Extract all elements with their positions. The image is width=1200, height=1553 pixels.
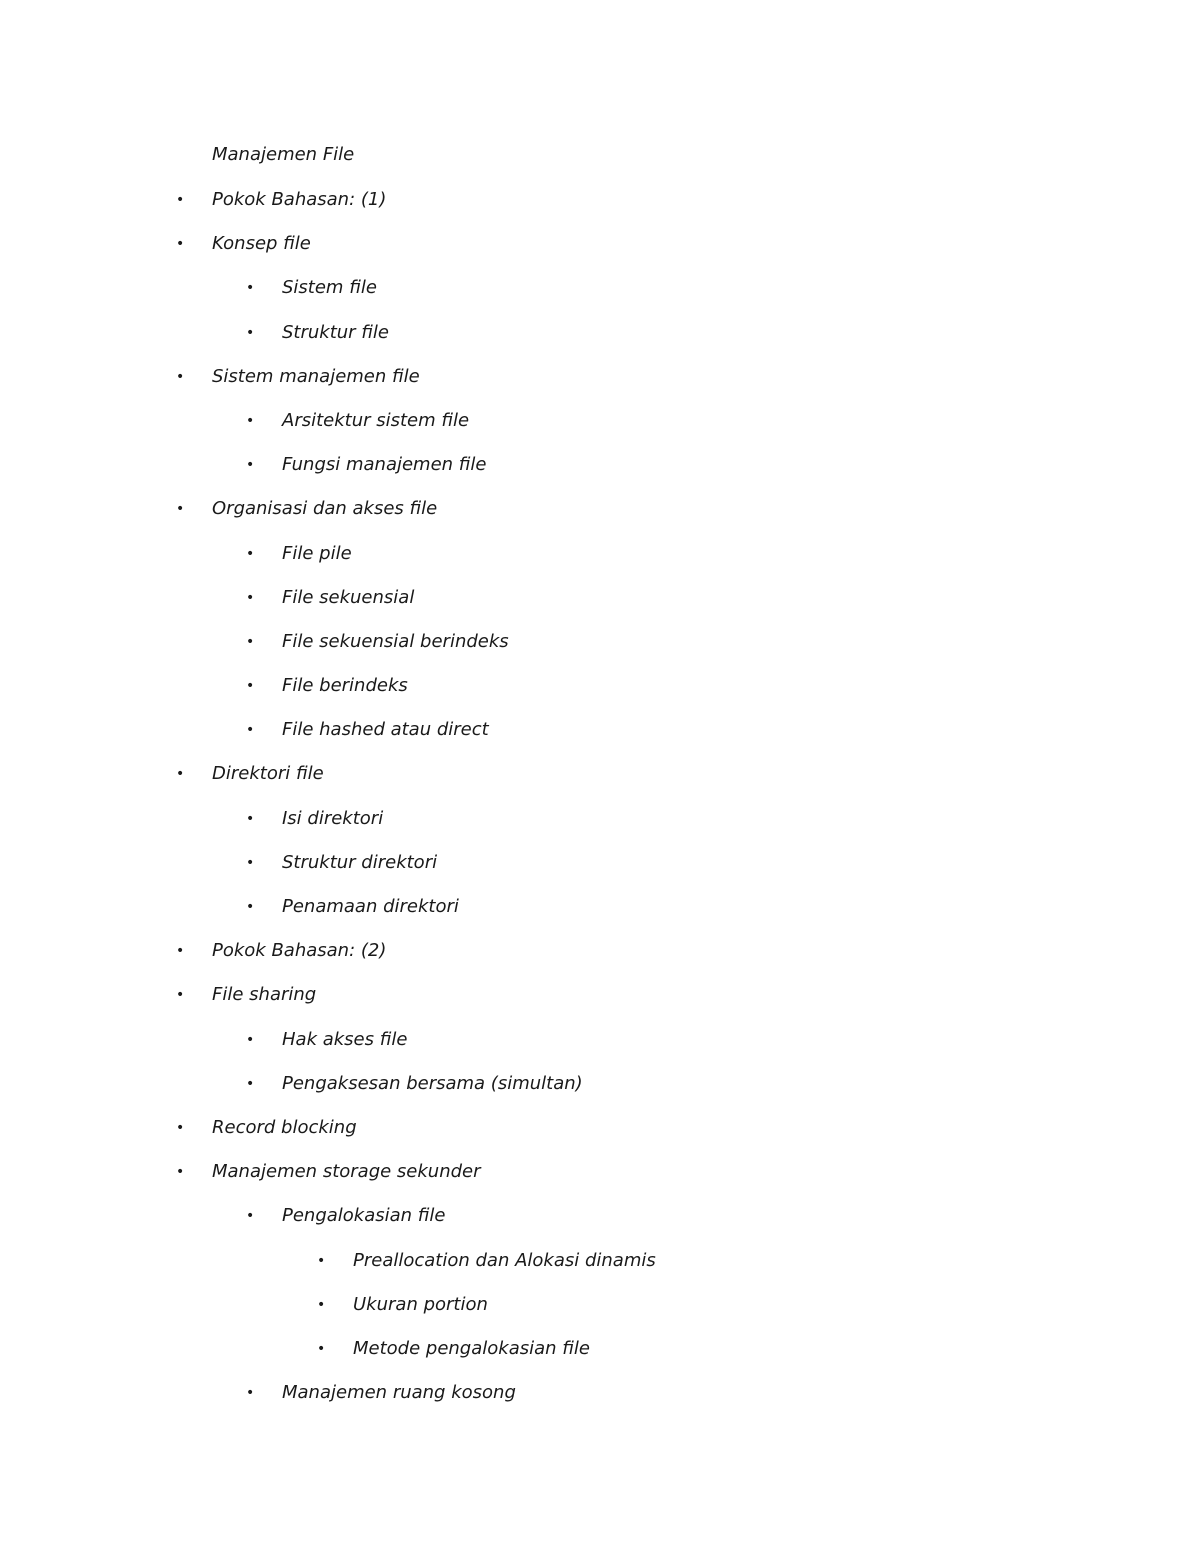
list-item — [0, 1337, 1200, 1381]
bullet-icon: • — [246, 810, 255, 827]
list-item-text: Pokok Bahasan: (1) — [212, 189, 387, 210]
list-item — [0, 321, 1200, 365]
bullet-icon: • — [246, 854, 255, 871]
list-item-text: Organisasi dan akses file — [212, 498, 438, 520]
list-item-text: Metode pengalokasian file — [353, 1337, 590, 1359]
list-item — [0, 276, 1200, 320]
bullet-icon: • — [176, 368, 185, 385]
bullet-icon: • — [246, 1385, 255, 1402]
list-item-text: Penamaan direktori — [282, 896, 459, 917]
list-item — [0, 1249, 1200, 1293]
list-item — [0, 586, 1200, 630]
list-item-text: Sistem manajemen file — [212, 365, 420, 387]
list-item-text: Arsitektur sistem file — [282, 409, 470, 431]
bullet-icon: • — [246, 899, 255, 915]
bullet-icon: • — [246, 457, 255, 474]
list-item — [0, 674, 1200, 718]
list-item-text: File berindeks — [282, 675, 408, 697]
bullet-icon: • — [317, 1296, 326, 1313]
list-item — [0, 939, 1200, 983]
list-item-text: File sekuensial berindeks — [282, 630, 509, 652]
list-item — [0, 895, 1200, 939]
list-item-text: File pile — [282, 542, 352, 564]
list-item-text: File sharing — [212, 984, 317, 1006]
list-item-text: Isi direktori — [282, 807, 384, 829]
list-item-text: File sekuensial — [282, 586, 415, 608]
list-item — [0, 1028, 1200, 1072]
list-item — [0, 365, 1200, 409]
list-item-text: Manajemen storage sekunder — [212, 1161, 481, 1183]
list-item-text: Manajemen ruang kosong — [282, 1382, 516, 1404]
list-item — [0, 983, 1200, 1027]
list-item-text: File hashed atau direct — [282, 719, 489, 741]
bullet-icon: • — [176, 1164, 185, 1181]
bullet-icon: • — [246, 545, 255, 562]
list-item — [0, 1381, 1200, 1425]
bullet-icon: • — [176, 192, 185, 208]
list-item — [0, 497, 1200, 541]
list-item-text: Hak akses file — [282, 1028, 408, 1050]
bullet-icon: • — [176, 1119, 185, 1136]
list-item — [0, 542, 1200, 586]
bullet-icon: • — [246, 412, 255, 429]
list-item-text: Record blocking — [212, 1116, 357, 1138]
bullet-icon: • — [246, 1208, 255, 1225]
list-item — [0, 188, 1200, 232]
list-item-text: Pokok Bahasan: (2) — [212, 940, 387, 962]
bullet-icon: • — [317, 1252, 326, 1269]
list-item-text: Fungsi manajemen file — [282, 454, 487, 476]
list-item-text: Pengalokasian file — [282, 1205, 446, 1227]
list-item — [0, 851, 1200, 895]
bullet-icon: • — [317, 1340, 326, 1357]
bullet-icon: • — [176, 943, 185, 960]
list-item — [0, 232, 1200, 276]
list-item-text: Konsep file — [212, 233, 311, 255]
list-item — [0, 1116, 1200, 1160]
list-item — [0, 762, 1200, 806]
list-item-text: Pengaksesan bersama (simultan) — [282, 1072, 583, 1094]
list-item — [0, 453, 1200, 497]
bullet-icon: • — [246, 1031, 255, 1048]
bullet-icon: • — [246, 280, 255, 297]
list-item — [0, 1293, 1200, 1337]
bullet-icon: • — [176, 766, 185, 783]
list-item — [0, 1072, 1200, 1116]
bullet-icon: • — [246, 722, 255, 739]
list-item — [0, 807, 1200, 851]
list-item — [0, 630, 1200, 674]
bullet-icon: • — [176, 987, 185, 1004]
list-item — [0, 718, 1200, 762]
list-item — [0, 1204, 1200, 1248]
bullet-icon: • — [246, 678, 255, 695]
bullet-icon: • — [176, 236, 185, 253]
list-item-text: Struktur file — [282, 321, 390, 343]
outline-list — [0, 188, 1200, 1425]
list-item — [0, 1160, 1200, 1204]
bullet-icon: • — [246, 589, 255, 606]
document-title: Manajemen File — [212, 144, 355, 165]
list-item-text: Ukuran portion — [353, 1293, 488, 1315]
bullet-icon: • — [246, 324, 255, 341]
bullet-icon: • — [246, 1075, 255, 1092]
list-item — [0, 409, 1200, 453]
bullet-icon: • — [246, 633, 255, 650]
list-item-text: Struktur direktori — [282, 851, 438, 873]
list-item-text: Preallocation dan Alokasi dinamis — [353, 1249, 656, 1271]
list-item-text: Direktori file — [212, 763, 324, 785]
bullet-icon: • — [176, 501, 185, 518]
list-item-text: Sistem file — [282, 277, 377, 299]
